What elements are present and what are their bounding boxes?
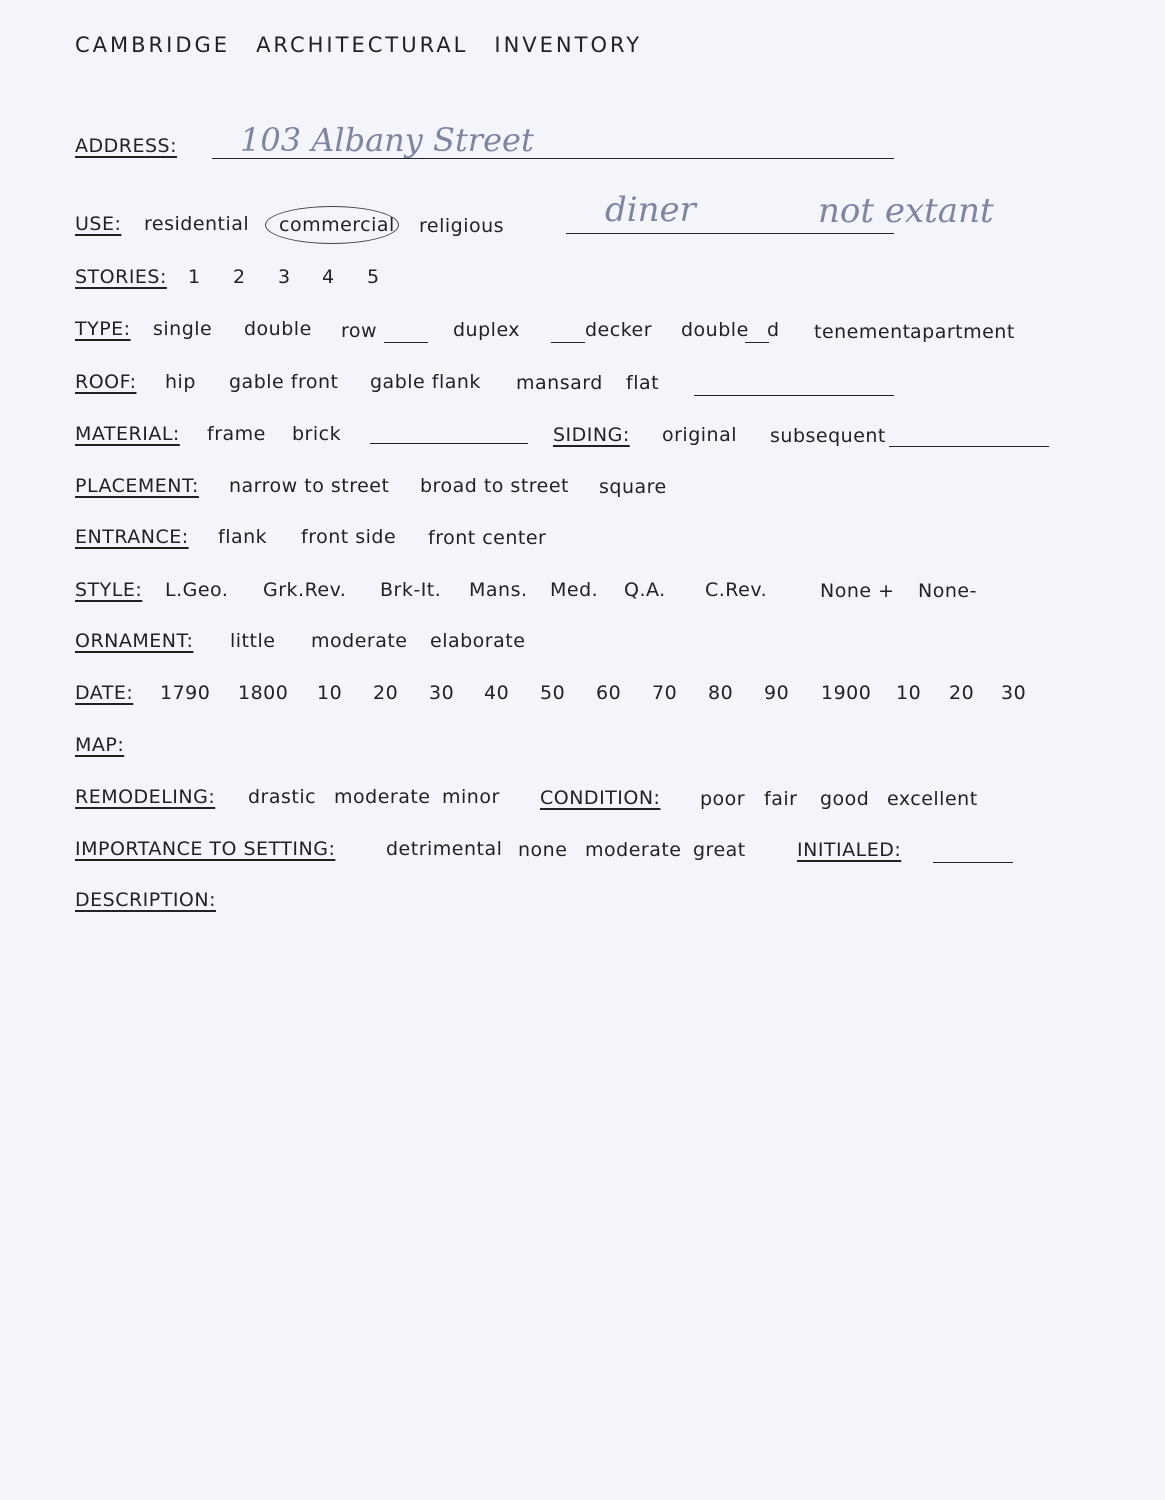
- use-option-commercial: commercial: [279, 214, 395, 236]
- style-option: Q.A.: [624, 579, 666, 601]
- siding-other-line: [889, 446, 1049, 447]
- title-word: INVENTORY: [494, 33, 643, 57]
- siding-label: SIDING:: [553, 424, 630, 446]
- remodeling-option: drastic: [248, 786, 317, 808]
- importance-option: detrimental: [386, 838, 503, 860]
- placement-option: square: [599, 476, 667, 498]
- address-handwritten: 103 Albany Street: [240, 121, 534, 159]
- date-option: 1800: [238, 682, 289, 704]
- roof-option: flat: [626, 372, 660, 394]
- stories-option: 1: [188, 266, 201, 288]
- type-option: d: [767, 319, 780, 341]
- type-option: apartment: [910, 321, 1015, 343]
- remodeling-option: minor: [442, 786, 500, 808]
- date-option: 50: [540, 682, 566, 704]
- ornament-option: elaborate: [430, 630, 526, 652]
- style-option: Mans.: [469, 579, 528, 601]
- date-option: 60: [596, 682, 622, 704]
- date-option: 70: [652, 682, 678, 704]
- condition-option: poor: [700, 788, 746, 810]
- stories-option: 2: [233, 266, 246, 288]
- style-label: STYLE:: [75, 579, 143, 601]
- stories-option: 3: [278, 266, 291, 288]
- entrance-option: flank: [218, 526, 268, 548]
- roof-option: gable front: [229, 371, 339, 393]
- siding-option: subsequent: [770, 425, 886, 447]
- stories-option: 5: [367, 266, 380, 288]
- description-label: DESCRIPTION:: [75, 889, 217, 911]
- entrance-option: front side: [301, 526, 397, 548]
- date-option: 1900: [821, 682, 872, 704]
- entrance-option: front center: [428, 527, 547, 549]
- use-option-religious: religious: [419, 215, 505, 237]
- date-option: 10: [317, 682, 343, 704]
- use-handwritten-status: not extant: [818, 191, 994, 231]
- condition-label: CONDITION:: [540, 787, 661, 809]
- type-option: single: [153, 318, 213, 340]
- date-option: 20: [373, 682, 399, 704]
- material-other-line: [370, 443, 528, 444]
- ornament-option: moderate: [311, 630, 408, 652]
- date-option: 20: [949, 682, 975, 704]
- address-label: ADDRESS:: [75, 135, 177, 157]
- date-label: DATE:: [75, 682, 134, 704]
- type-option: tenement: [814, 321, 911, 343]
- form-title: [75, 33, 668, 57]
- type-option: row: [341, 320, 378, 342]
- type-row-line: [384, 342, 428, 343]
- style-option: None +: [820, 580, 895, 602]
- entrance-label: ENTRANCE:: [75, 526, 189, 548]
- ornament-label: ORNAMENT:: [75, 630, 194, 652]
- remodeling-option: moderate: [334, 786, 431, 808]
- date-option: 1790: [160, 682, 211, 704]
- roof-option: mansard: [516, 372, 603, 394]
- ornament-option: little: [230, 630, 276, 652]
- date-option: 30: [1001, 682, 1027, 704]
- importance-label: IMPORTANCE TO SETTING:: [75, 838, 336, 860]
- style-option: Brk-It.: [380, 579, 442, 601]
- importance-option: none: [518, 839, 568, 861]
- use-label: USE:: [75, 213, 122, 235]
- material-option: frame: [207, 423, 266, 445]
- siding-option: original: [662, 424, 738, 446]
- placement-label: PLACEMENT:: [75, 475, 199, 497]
- type-decker-line: [551, 342, 585, 343]
- date-option: 80: [708, 682, 734, 704]
- style-option: Grk.Rev.: [263, 579, 347, 601]
- type-label: TYPE:: [75, 318, 131, 340]
- stories-label: STORIES:: [75, 266, 167, 288]
- condition-option: excellent: [887, 788, 978, 810]
- roof-other-line: [694, 395, 894, 396]
- map-label: MAP:: [75, 734, 125, 756]
- title-word: ARCHITECTURAL: [256, 33, 469, 57]
- initialed-line: [933, 862, 1013, 863]
- roof-option: gable flank: [370, 371, 481, 393]
- title-word: CAMBRIDGE: [75, 33, 231, 57]
- roof-option: hip: [165, 371, 196, 393]
- type-double-line: [745, 342, 769, 343]
- type-option: double: [244, 318, 312, 340]
- stories-option: 4: [322, 266, 335, 288]
- material-option: brick: [292, 423, 342, 445]
- material-label: MATERIAL:: [75, 423, 180, 445]
- type-option: decker: [585, 319, 653, 341]
- date-option: 10: [896, 682, 922, 704]
- condition-option: fair: [764, 788, 798, 810]
- type-option: double: [681, 319, 749, 341]
- date-option: 30: [429, 682, 455, 704]
- style-option: L.Geo.: [165, 579, 229, 601]
- date-option: 40: [484, 682, 510, 704]
- type-option: duplex: [453, 319, 521, 341]
- use-handwritten-note: diner: [605, 190, 696, 230]
- style-option: None-: [918, 580, 977, 602]
- use-option-residential: residential: [144, 213, 250, 235]
- importance-option: moderate: [585, 839, 682, 861]
- condition-option: good: [820, 788, 870, 810]
- use-other-line: [566, 233, 894, 234]
- importance-option: great: [693, 839, 746, 861]
- style-option: C.Rev.: [705, 579, 768, 601]
- placement-option: broad to street: [420, 475, 570, 497]
- style-option: Med.: [550, 579, 599, 601]
- remodeling-label: REMODELING:: [75, 786, 216, 808]
- roof-label: ROOF:: [75, 371, 137, 393]
- initialed-label: INITIALED:: [797, 839, 902, 861]
- date-option: 90: [764, 682, 790, 704]
- placement-option: narrow to street: [229, 475, 390, 497]
